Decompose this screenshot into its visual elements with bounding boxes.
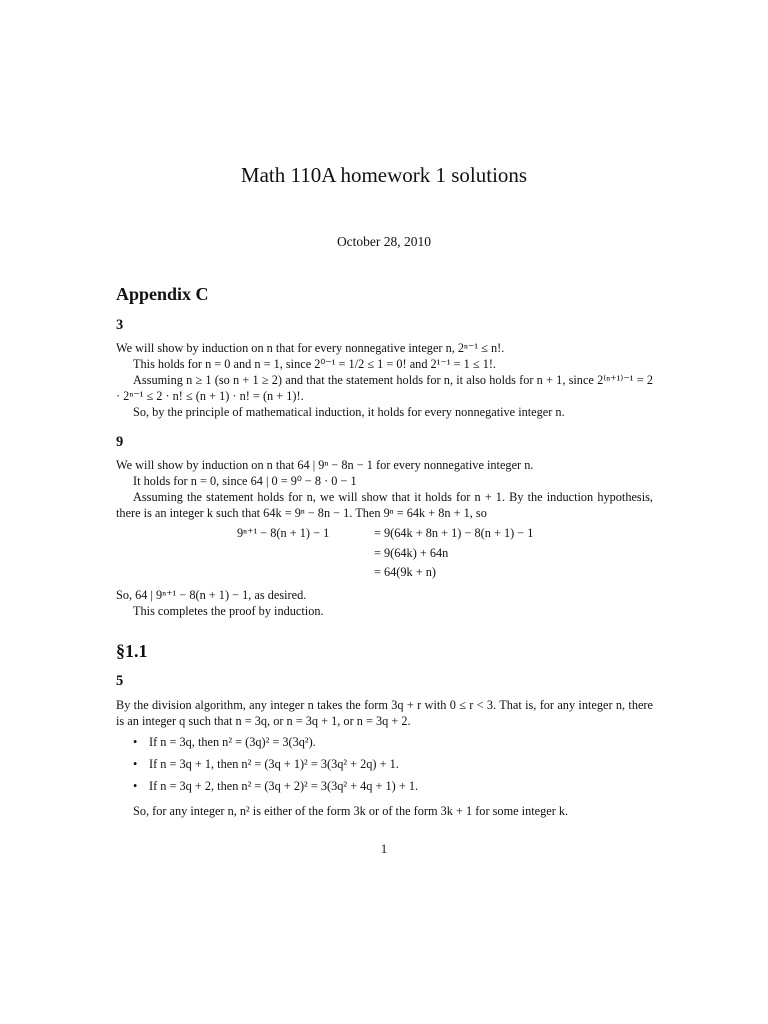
equation-step: = 9(64k) + 64n xyxy=(374,546,449,560)
problem-5-conclusion xyxy=(133,803,653,819)
list-item: • If n = 3q + 1, then n² = (3q + 1)² = 3(3q² + 2q) + 1. xyxy=(116,756,653,778)
problem-9-line: It holds for n = 0, since 64 | 0 = 9⁰ − 8 · 0 − 1 xyxy=(133,474,357,488)
problem-5-intro xyxy=(116,697,653,729)
problem-3-line: We will show by induction on n that for every nonnegative integer n, 2ⁿ⁻¹ ≤ n!. xyxy=(116,341,505,355)
equation-step: = 64(9k + n) xyxy=(374,565,437,579)
problem-3-line: So, by the principle of mathematical induction, it holds for every nonnegative integer n. xyxy=(133,405,565,419)
problem-5-text: By the division algorithm, any integer n takes the form 3q + r with 0 ≤ r < 3. That is, for any integer n, there is an integer q such that n = 3q, or n = 3q + 1, or n = 3q + 2. xyxy=(116,698,653,728)
problem-number-5: 5 xyxy=(116,673,124,689)
case-list xyxy=(116,734,653,800)
problem-9-line: Assuming the statement holds for n, we will show that it holds for n + 1. By the induction hypothesis, there is an integer k such that 64k = 9ⁿ − 8n − 1. Then 9ⁿ = 64k + 8n + 1, so xyxy=(116,490,653,520)
list-item: • If n = 3q, then n² = (3q)² = 3(3q²). xyxy=(116,734,653,756)
problem-9-line: This completes the proof by induction. xyxy=(133,604,324,618)
section-heading-appendix-c: Appendix C xyxy=(116,284,209,304)
problem-9-line: So, 64 | 9ⁿ⁺¹ − 8(n + 1) − 1, as desired. xyxy=(116,588,307,602)
problem-5-text: So, for any integer n, n² is either of the form 3k or of the form 3k + 1 for some integer k. xyxy=(133,804,569,818)
document-title: Math 110A homework 1 solutions xyxy=(240,163,528,187)
equation-lhs: 9ⁿ⁺¹ − 8(n + 1) − 1 xyxy=(237,526,330,540)
problem-number-9: 9 xyxy=(116,434,124,450)
problem-9-body xyxy=(116,457,653,521)
section-heading-1-1: §1.1 xyxy=(116,641,148,661)
list-item: • If n = 3q + 2, then n² = (3q + 2)² = 3(3q² + 4q + 1) + 1. xyxy=(116,778,653,800)
problem-3-line: This holds for n = 0 and n = 1, since 2⁰⁻¹ = 1/2 ≤ 1 = 0! and 2¹⁻¹ = 1 ≤ 1!. xyxy=(133,357,497,371)
document-date: October 28, 2010 xyxy=(336,234,432,249)
problem-9-line: We will show by induction on n that 64 | 9ⁿ − 8n − 1 for every nonnegative integer n. xyxy=(116,458,534,472)
problem-9-closing xyxy=(116,587,653,619)
problem-number-3: 3 xyxy=(116,317,124,333)
problem-3-body xyxy=(116,340,653,420)
page-number: 1 xyxy=(380,842,388,856)
equation-step: = 9(64k + 8n + 1) − 8(n + 1) − 1 xyxy=(374,526,534,540)
problem-3-line: Assuming n ≥ 1 (so n + 1 ≥ 2) and that the statement holds for n, it also holds for n + 1, since 2⁽ⁿ⁺¹⁾⁻¹ = 2 · 2ⁿ⁻¹ ≤ 2 · n! ≤ (n + 1) · n! = (n + 1)!. xyxy=(116,373,653,403)
